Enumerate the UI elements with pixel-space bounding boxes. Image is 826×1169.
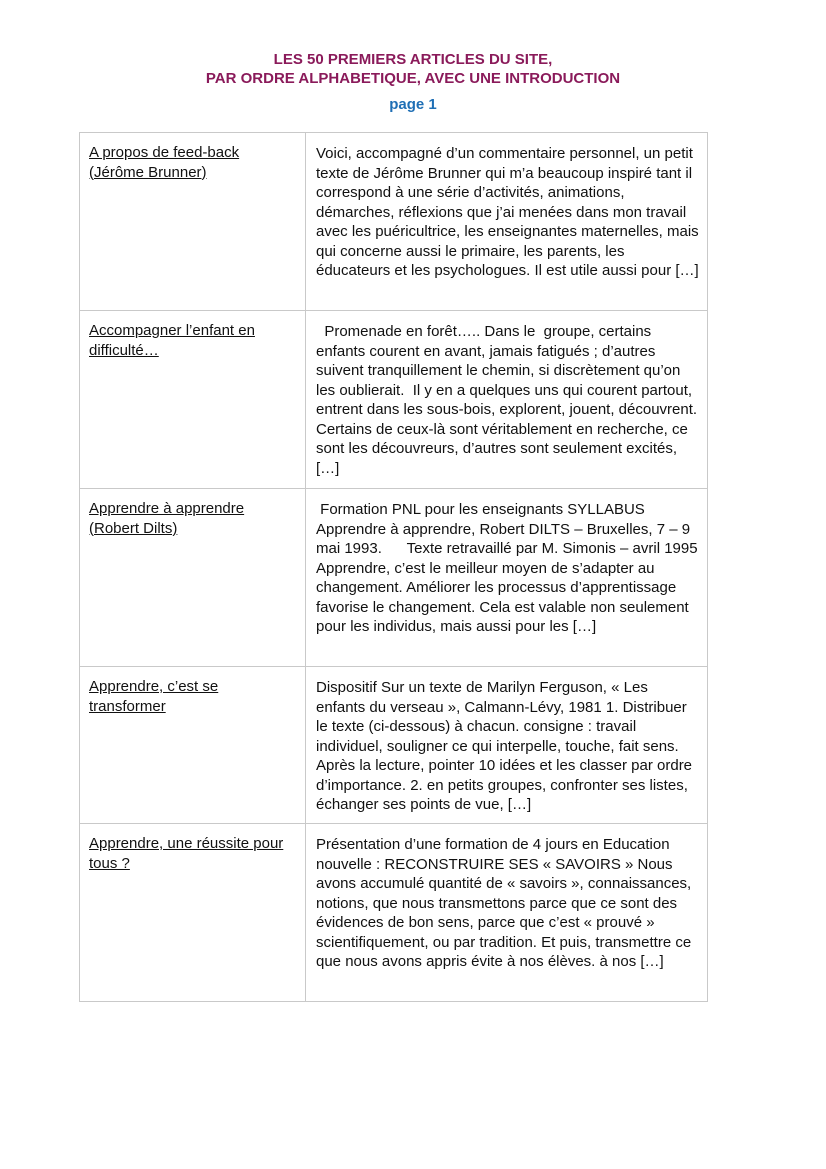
document-title-line-1: LES 50 PREMIERS ARTICLES DU SITE, xyxy=(273,51,553,68)
article-link-reussite-pour-tous[interactable]: Apprendre, une réussite pour tous ? xyxy=(89,835,284,872)
article-summary-cell: Dispositif Sur un texte de Marilyn Ferguson, « Les enfants du verseau », Calmann-Lévy, 1981 1. Distribuer le texte (ci-dessous) à chacun. consigne : travail individuel, souligner ce qui interpelle, touche, fait sens. Après la lecture, pointer 10 idées et les classer par ordre d’importance. 2. en petits groupes, confronter ses listes, échanger ses points de vue, […] xyxy=(306,667,708,824)
article-summary-cell: Promenade en forêt….. Dans le groupe, certains enfants courent en avant, jamais fatigués ; d’autres suivent tranquillement le chemin, si discrètement qu’on les oublierait. Il y en a quelques uns qui courent partout, entrent dans les sous-bois, explorent, jouent, découvrent. Certains de ceux-là sont véritablement en recherche, ce sont les découvreurs, d’autres sont seulement excités, […] xyxy=(306,311,708,489)
table-row xyxy=(80,489,708,667)
article-link-se-transformer[interactable]: Apprendre, c’est se transformer xyxy=(89,678,219,715)
article-link-feed-back[interactable]: A propos de feed-back (Jérôme Brunner) xyxy=(89,144,240,181)
article-link-apprendre-a-apprendre[interactable]: Apprendre à apprendre (Robert Dilts) xyxy=(89,500,245,537)
article-summary-cell: Voici, accompagné d’un commentaire personnel, un petit texte de Jérôme Brunner qui m’a beaucoup inspiré tant il correspond à une série d’activités, animations, démarches, réflexions que j’ai menées dans mon travail avec les puéricultrice, les enseignantes maternelles, mais qui concerne aussi le primaire, les parents, les éducateurs et les psychologues. Il est utile aussi pour […] xyxy=(306,133,708,311)
page-label: page 1 xyxy=(389,96,437,113)
article-summary-cell: Formation PNL pour les enseignants SYLLABUS Apprendre à apprendre, Robert DILTS – Bruxelles, 7 – 9 mai 1993. Texte retravaillé par M. Simonis – avril 1995 Apprendre, c’est le meilleur moyen de s’adapter au changement. Améliorer les processus d’apprentissage favorise le changement. Cela est valable non seulement pour les individus, mais aussi pour les […] xyxy=(306,489,708,667)
article-title-cell xyxy=(80,311,306,489)
article-title-cell xyxy=(80,824,306,1002)
article-title-cell xyxy=(80,133,306,311)
table-row xyxy=(80,667,708,824)
article-title-cell xyxy=(80,489,306,667)
table-row xyxy=(80,311,708,489)
table-row xyxy=(80,133,708,311)
article-summary-cell: Présentation d’une formation de 4 jours en Education nouvelle : RECONSTRUIRE SES « SAVOIRS » Nous avons accumulé quantité de « savoirs », connaissances, notions, que nous transmettons parce que ce sont des évidences de bon sens, parce que c’est « prouvé » scientifiquement, ou par tradition. Et puis, transmettre ce que nous avons appris évite à nos élèves. à nos […] xyxy=(306,824,708,1002)
document-title xyxy=(0,50,826,88)
document-title-line-2: PAR ORDRE ALPHABETIQUE, AVEC UNE INTRODUCTION xyxy=(205,70,621,87)
articles-table xyxy=(79,132,708,1002)
table-row xyxy=(80,824,708,1002)
article-title-cell xyxy=(80,667,306,824)
article-link-accompagner[interactable]: Accompagner l’enfant en difficulté… xyxy=(89,322,255,359)
